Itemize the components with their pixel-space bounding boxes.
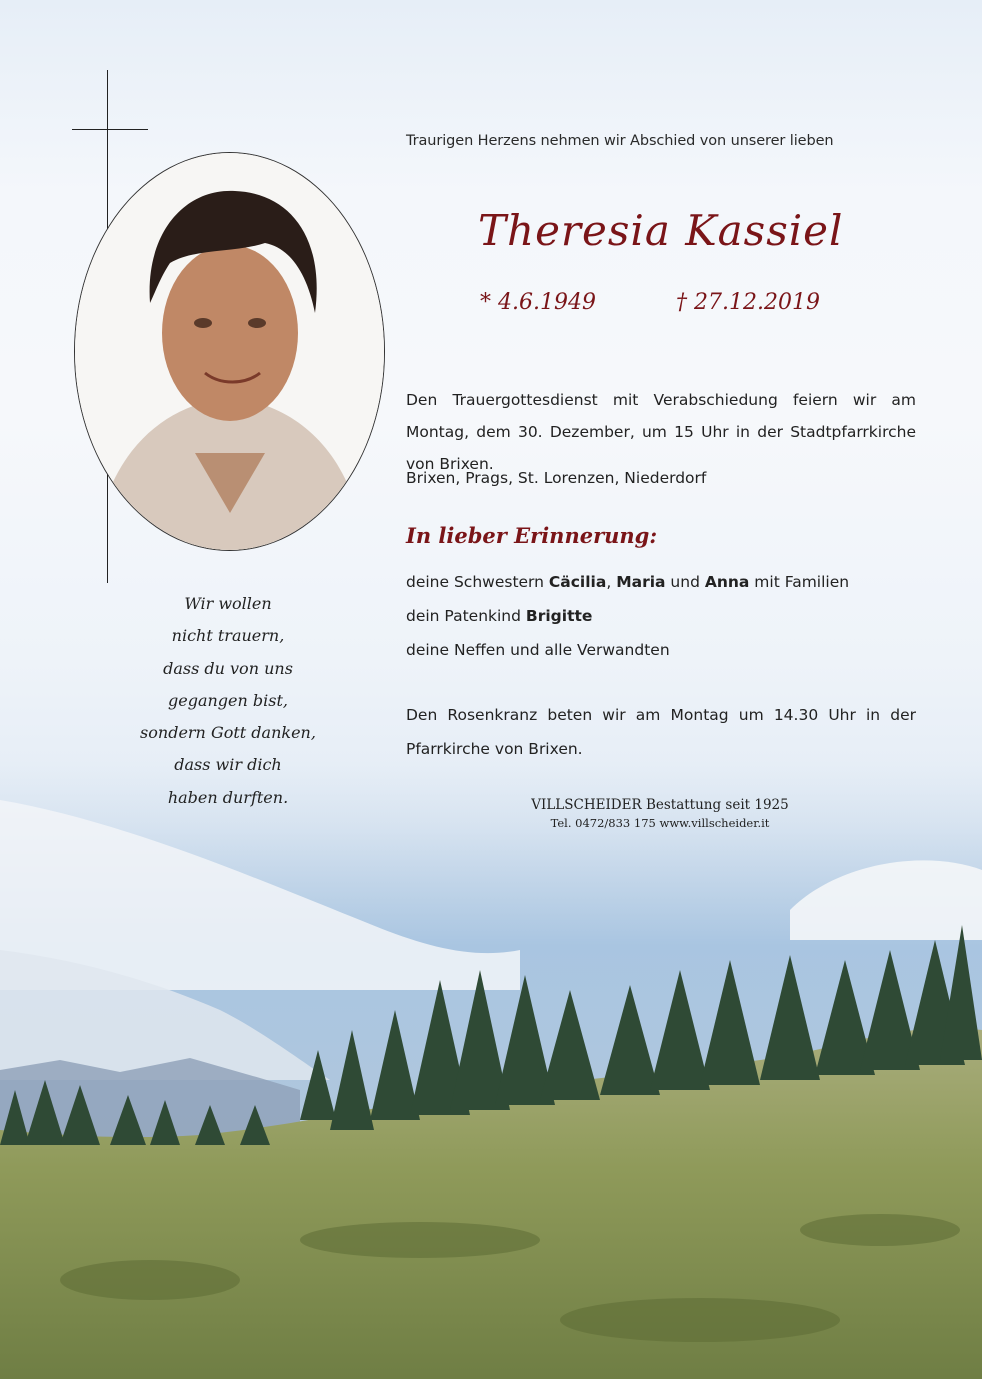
rosary-word: beten: [547, 706, 593, 724]
rosary-word: Montag: [670, 706, 729, 724]
rosary-word: der: [890, 706, 916, 724]
deceased-name: Theresia Kassiel: [478, 206, 844, 255]
cross-horizontal-line: [72, 129, 148, 130]
mourners-line-sisters: [406, 565, 849, 599]
rosary-word: wir: [602, 706, 626, 724]
undertaker-tagline: Bestattung seit 1925: [641, 797, 789, 813]
poem-line: Wir wollen: [184, 594, 272, 613]
poem-line: haben durften.: [167, 787, 289, 807]
text-fragment: ,: [606, 573, 617, 591]
places-list: Brixen, Prags, St. Lorenzen, Niederdorf: [406, 469, 707, 487]
rosary-line-2: Pfarrkirche von Brixen.: [406, 740, 583, 758]
godchild-name: Brigitte: [525, 607, 593, 625]
rosary-word: Uhr: [828, 706, 856, 724]
poem-line: dass du von uns: [163, 658, 293, 678]
intro-text: Traurigen Herzens nehmen wir Abschied von unserer lieben: [406, 133, 834, 149]
rosary-text: [406, 698, 916, 766]
portrait-image: [75, 153, 384, 550]
birth-date: * 4.6.1949: [480, 290, 596, 315]
poem-line: nicht trauern,: [171, 626, 285, 646]
death-date: † 27.12.2019: [676, 290, 820, 315]
rosary-word: um: [738, 706, 764, 724]
text-fragment: und: [665, 573, 705, 591]
rosary-word: Den: [406, 706, 438, 724]
poem-line: gegangen bist,: [168, 690, 288, 710]
sister-name: Cäcilia: [548, 573, 607, 591]
text-fragment: mit Familien: [749, 573, 850, 591]
mourners-list: [406, 565, 849, 667]
rosary-word: 14.30: [773, 706, 819, 724]
undertaker-contact: Tel. 0472/833 175 www.villscheider.it: [550, 816, 770, 830]
rosary-word: am: [635, 706, 661, 724]
mourners-line-relatives: deine Neffen und alle Verwandten: [406, 641, 670, 659]
poem-line: dass wir dich: [174, 755, 282, 775]
mountain-meadow-background: [0, 760, 982, 1379]
undertaker-name-line: [520, 797, 800, 813]
mourners-line-godchild: [406, 599, 849, 633]
memory-heading: In lieber Erinnerung:: [406, 523, 658, 548]
text-fragment: deine Schwestern: [406, 573, 549, 591]
rosary-word: in: [865, 706, 881, 724]
rosary-word: Rosenkranz: [447, 706, 538, 724]
poem-line: sondern Gott danken,: [140, 723, 316, 743]
text-fragment: dein Patenkind: [406, 607, 526, 625]
poem: [128, 588, 328, 814]
sister-name: Maria: [616, 573, 666, 591]
portrait-photo: [74, 152, 385, 551]
undertaker-info: [520, 797, 800, 830]
sister-name: Anna: [704, 573, 750, 591]
rosary-line-1: [406, 698, 916, 732]
undertaker-name: VILLSCHEIDER: [531, 797, 642, 813]
funeral-service-text: Den Trauergottesdienst mit Verabschiedung feiern wir am Montag, dem 30. Dezember, um 15 Uhr in der Stadtpfarrkirche von Brixen.: [406, 391, 916, 473]
